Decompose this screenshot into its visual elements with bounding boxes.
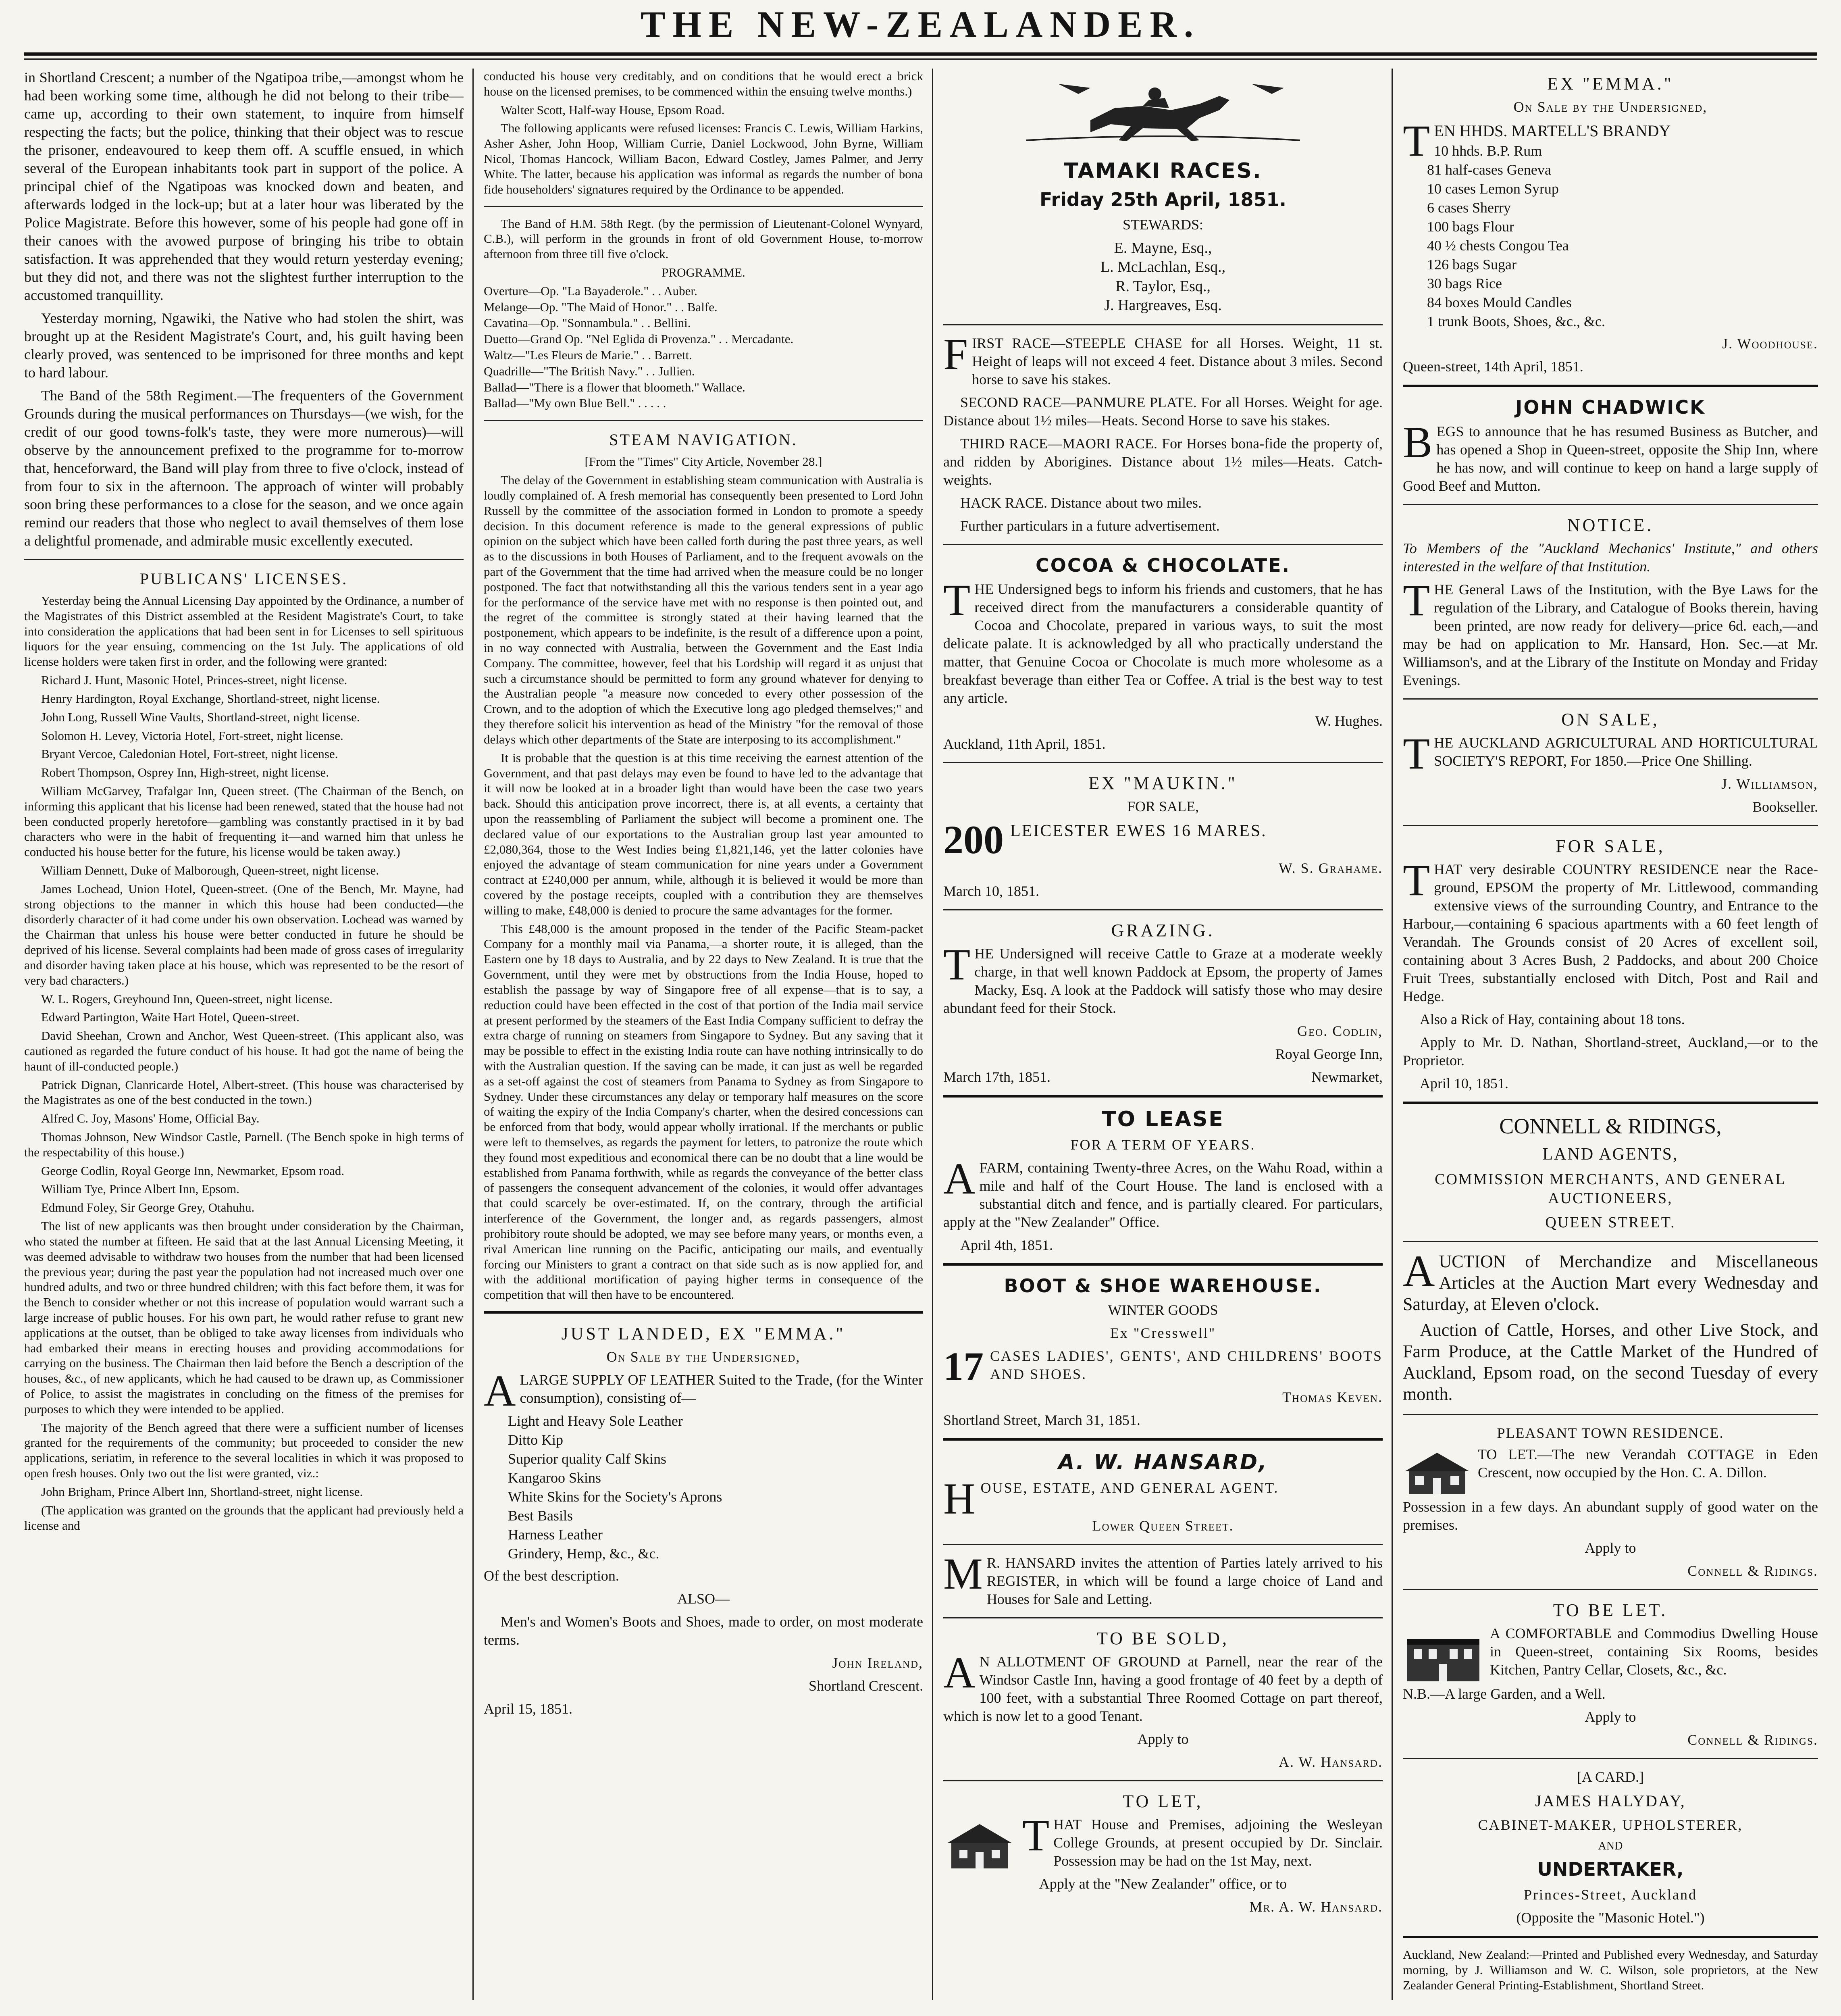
news-intro [24, 69, 464, 550]
list-item: Ballad—"There is a flower that bloometh." Wallace. [484, 380, 745, 394]
section-rule [1403, 1589, 1818, 1590]
section-rule [1403, 698, 1818, 700]
stewards-list [943, 239, 1383, 315]
goods-list [1403, 116, 1818, 331]
advert-heading: TO BE SOLD, [1097, 1628, 1229, 1648]
advert-subheading: COMMISSION MERCHANTS, AND GENERAL AUCTIONEERS, [1435, 1170, 1786, 1207]
section-rule [484, 1311, 923, 1314]
list-item: Kangaroo Skins [508, 1469, 601, 1486]
column-2 [484, 69, 923, 2000]
card-name: JAMES HALYDAY, [1535, 1791, 1686, 1810]
cases-description: CASES LADIES', GENTS', AND CHILDRENS' BOOTS AND SHOES. [990, 1347, 1383, 1382]
emma-advert [1403, 73, 1818, 376]
advert-text: N.B.—A large Garden, and a Well. [1403, 1685, 1606, 1702]
advert-heading: TO LEASE [1102, 1107, 1224, 1131]
section-rule [484, 420, 923, 421]
advert-text: ALSO— [677, 1590, 730, 1607]
column-divider [1392, 69, 1393, 2000]
list-item: Cavatina—Op. "Sonnambula." . . Bellini. [484, 316, 691, 330]
paragraph: Richard J. Hunt, Masonic Hotel, Princes-street, night license. [41, 673, 347, 687]
advert-text: THE AUCKLAND AGRICULTURAL AND HORTICULTURAL SOCIETY'S REPORT, For 1850.—Price One Shilling. [1403, 729, 1818, 778]
column-divider [932, 69, 933, 2000]
let-advert [943, 1790, 1383, 1916]
advert-text [943, 817, 1383, 862]
house-illustration [943, 1818, 1016, 1870]
paragraph: FIRST RACE—STEEPLE CHASE for all Horses. Weight, 11 st. Height of leaps will not exceed 4 feet. Distance about 3 miles. Second horse to save his stakes. [943, 329, 1383, 387]
advert-subheading: QUEEN STREET. [1545, 1214, 1676, 1231]
list-item: J. Hargreaves, Esq. [1104, 297, 1222, 314]
advert-heading: NOTICE. [1567, 515, 1654, 535]
list-item: Waltz—"Les Fleurs de Marie." . . Barrett. [484, 348, 692, 362]
advert-signature: Shortland Crescent. [809, 1677, 923, 1694]
section-rule [943, 909, 1383, 910]
advert-text: Possession in a few days. An abundant supply of good water on the premises. [1403, 1498, 1818, 1533]
advert-text: Also a Rick of Hay, containing about 18 tons. [1420, 1011, 1685, 1027]
paragraph: William Tye, Prince Albert Inn, Epsom. [41, 1182, 239, 1196]
races-title: TAMAKI RACES. [1064, 159, 1262, 183]
section-rule [943, 1438, 1383, 1441]
advert-heading: CONNELL & RIDINGS, [1499, 1114, 1722, 1138]
advert-signature: W. S. Grahame. [1278, 860, 1383, 876]
list-item: 100 bags Flour [1427, 219, 1514, 235]
paragraph: W. L. Rogers, Greyhound Inn, Queen-street, night license. [41, 991, 333, 1006]
advert-place: Newmarket, [1311, 1069, 1383, 1085]
paragraph: Walter Scott, Half-way House, Epsom Road. [501, 102, 725, 117]
advert-heading: JUST LANDED, EX "EMMA." [561, 1323, 846, 1343]
advert-signature: Royal George Inn, [1275, 1046, 1383, 1062]
paragraph: John Long, Russell Wine Vaults, Shortland-street, night license. [41, 710, 360, 724]
list-item: Melange—Op. "The Maid of Honor." . . Balfe. [484, 300, 718, 314]
onsale-advert [1403, 708, 1818, 816]
paragraph: William Dennett, Duke of Malborough, Queen-street, night license. [41, 863, 379, 877]
column-divider [472, 69, 474, 2000]
advert-text: THAT very desirable COUNTRY RESIDENCE near the Race-ground, EPSOM the property of Mr. Littlewood, commanding extensive views of the surrounding Country, and Entrance to the Harbour,—containing 6 spacious apartments with a 60 feet length of Verandah. The Grounds consist of 20 Acres of excellent soil, containing about 3 Acres Bush, 2 Paddocks, and about 200 Choice Fruit Trees, substantially enclosed with Ditch, Post and Rail and Hedge. [1403, 855, 1818, 1004]
advert-text: THE Undersigned begs to inform his friends and customers, that he has received direct from the manufacturers a considerable quantity of Cocoa and Chocolate, prepared in various ways, to suit the most delicate palate. It is acknowledged by all who practically understand the matter, that Genuine Cocoa or Chocolate is much more wholesome as a breakfast beverage than either Tea or Coffee. A trial is the best way to test any article. [943, 575, 1383, 706]
masthead-rule-thin [24, 58, 1817, 60]
advert-heading: TO BE LET. [1553, 1600, 1668, 1620]
advert-subheading: FOR A TERM OF YEARS. [1070, 1137, 1256, 1153]
section-rule [943, 1095, 1383, 1098]
advert-heading: PLEASANT TOWN RESIDENCE. [1497, 1425, 1724, 1441]
ewes-description: LEICESTER EWES 16 MARES. [1010, 822, 1267, 840]
section-rule [24, 559, 464, 560]
advert-date-row [943, 1068, 1383, 1086]
section-rule [484, 206, 923, 207]
paragraph: Solomon H. Levey, Victoria Hotel, Fort-street, night license. [41, 728, 343, 743]
advert-date: April 4th, 1851. [960, 1237, 1053, 1253]
licenses-article [24, 593, 464, 1533]
lease-advert [943, 1106, 1383, 1254]
list-item: Harness Leather [508, 1526, 603, 1543]
list-item: L. McLachlan, Esq., [1100, 258, 1226, 275]
advert-heading: FOR SALE, [1556, 836, 1665, 856]
list-item: Best Basils [508, 1507, 573, 1524]
paragraph: The delay of the Government in establishing steam communication with Australia is loudly complained of. A fresh memorial has consequently been presented to Lord John Russell by the committee of the association formed in London to promote a speedy decision. In this document reference is made to the general expressions of public opinion on the subject which have been called forth during the past three years, as well as to the discussions in both Houses of Parliament, and to the frequent avowals on the part of the Government that the time had arrived when the measure could be no longer postponed. The fact that notwithstanding all this the various tenders sent in a year ago for the performance of the service have met with no response is then pointed out, and the regret of the committee is strongly stated at their having learned that the postponement, which appears to be indefinite, is the result of a difference upon a point, in no way connected with Australia, between the Government and the East India Company. The committee, however, feel that his Lordship will regard it as unjust that such a circumstance should be permitted to form any ground whatever for denying to the Australian people "a measure now conceded to every other possession of the Crown, and to the adoption of which the Executive long ago pledged themselves;" and they therefore solicit his intervention as head of the Ministry "for the removal of those delays which other departments of the State are interposing to its accomplishment." [484, 473, 923, 746]
paragraph: The list of new applicants was then brought under consideration by the Chairman, who stated the number at fifteen. He said that at the last Annual Licensing Meeting, it was deemed advisable to withdraw two houses from the number that had been licensed the previous year; during the past year the population had not increased much over one hundred adults, and two or three hundred children; with this fact before them, it was for the Bench to consider whether or not this increase of population would warrant such a large increase of public houses. For his own part, he would rather refuse to grant new applications at the outset, than be obliged to take away licenses from individuals who had embarked their means in erecting houses and providing accommodations for carrying on the business. The Chairman then laid before the Bench a description of the houses, &c., of new applicants, which he had caused to be drawn up, as Commissioner of Police, to assist the magistrates in concluding on the fitness of the premises for purposes to which they were intended to be applied. [24, 1219, 464, 1416]
section-rule [1403, 385, 1818, 387]
advert-subheading: HOUSE, ESTATE, AND GENERAL AGENT. [943, 1474, 1279, 1523]
advert-text: Apply to [1585, 1708, 1636, 1725]
paragraph: William McGarvey, Trafalgar Inn, Queen street. (The Chairman of the Bench, on informing this applicant that his license had been renewed, stated that the house had not been conducted properly heretofore—gambling was constantly practised in it by bad characters who were in the habit of frequenting it—and warned him that unless he conducted his house better for the future, his license would be taken away.) [24, 783, 464, 859]
list-item: TEN HHDS. MARTELL'S BRANDY [1403, 116, 1671, 165]
advert-text: THE Undersigned will receive Cattle to Graze at a moderate weekly charge, in that well known Paddock at Epsom, the property of James Macky, Esq. A look at the Paddock will satisfy those who may desire abundant feed for their Stock. [943, 940, 1383, 1016]
paragraph: conducted his house very creditably, and on conditions that he would erect a brick house on the licensed premises, to be commenced within the ensuing twelve months.) [484, 69, 923, 98]
section-rule [1403, 1414, 1818, 1415]
tobelet-advert [1403, 1599, 1818, 1749]
cases-count: 17 [943, 1343, 984, 1389]
advert-text: Men's and Women's Boots and Shoes, made to order, on most moderate terms. [484, 1613, 923, 1648]
article-source: [From the "Times" City Article, November 28.] [585, 454, 822, 469]
list-item: 84 boxes Mould Candles [1427, 294, 1572, 310]
section-rule [1403, 1936, 1818, 1938]
programme-list [484, 283, 923, 411]
card-address: Princes-Street, Auckland [1524, 1887, 1697, 1903]
forsale-advert [1403, 835, 1818, 1093]
list-item: Light and Heavy Sole Leather [508, 1412, 683, 1429]
chadwick-advert [1403, 396, 1818, 495]
advert-heading: EX "EMMA." [1547, 74, 1674, 94]
sold-advert [943, 1627, 1383, 1771]
section-rule [1403, 504, 1818, 505]
card-label: [A CARD.] [1577, 1768, 1644, 1785]
paragraph: Henry Hardington, Royal Exchange, Shortland-street, night license. [41, 691, 380, 706]
paragraph: Thomas Johnson, New Windsor Castle, Parnell. (The Bench spoke in high terms of the respectability of this house.) [24, 1130, 464, 1159]
paragraph: Yesterday morning, Ngawiki, the Native who had stolen the shirt, was brought up at the Resident Magistrate's Court, and, his guilt having been clearly proved, was sentenced to be imprisoned for three months and kept to hard labour. [24, 310, 464, 381]
ewes-count: 200 [943, 817, 1004, 862]
advert-text: THAT House and Premises, adjoining the Wesleyan College Grounds, at present occupied by Dr. Sinclair. Possession may be had on the 1st May, next. [1022, 1810, 1383, 1869]
advert-signature: John Ireland, [832, 1654, 923, 1671]
advert-subheading: WINTER GOODS [1108, 1302, 1218, 1318]
paragraph: (The application was granted on the grounds that the applicant had previously held a license and [24, 1503, 464, 1533]
advert-signature: Thomas Keven. [1282, 1389, 1383, 1405]
notice-advert [1403, 514, 1818, 689]
paragraph: Edmund Foley, Sir George Grey, Otahuhu. [41, 1200, 255, 1215]
races-date: Friday 25th April, 1851. [1040, 189, 1286, 210]
advert-text: AN ALLOTMENT OF GROUND at Parnell, near the rear of the Windsor Castle Inn, having a good frontage of 40 feet by a depth of 100 feet, with a substantial Three Roomed Cottage on part thereof, which is now let to a good Tenant. [943, 1647, 1383, 1724]
advert-subheading: Ex "Cresswell" [1110, 1325, 1216, 1341]
list-item: Ditto Kip [508, 1431, 564, 1448]
paragraph: Alfred C. Joy, Masons' Home, Official Bay. [41, 1111, 260, 1126]
cocoa-advert [943, 554, 1383, 754]
list-item: 30 bags Rice [1427, 275, 1502, 292]
paragraph: John Brigham, Prince Albert Inn, Shortland-street, night license. [41, 1484, 363, 1499]
advert-signature: Mr. A. W. Hansard. [1249, 1898, 1383, 1915]
advert-date: April 15, 1851. [484, 1700, 572, 1717]
advert-date: March 10, 1851. [943, 883, 1039, 899]
advert-date: March 17th, 1851. [943, 1069, 1051, 1085]
card-address: (Opposite the "Masonic Hotel.") [1516, 1910, 1705, 1926]
dwelling-illustration [1403, 1627, 1483, 1683]
paragraph: Edward Partington, Waite Hart Hotel, Queen-street. [41, 1010, 300, 1025]
advert-text: AUCTION of Merchandize and Miscellaneous Articles at the Auction Mart every Wednesday and Saturday, at Eleven o'clock. [1403, 1246, 1818, 1314]
licenses-heading: PUBLICANS' LICENSES. [139, 570, 348, 588]
section-rule [943, 324, 1383, 325]
advert-text: Of the best description. [484, 1567, 619, 1584]
paragraph: Further particulars in a future advertisement. [960, 517, 1220, 534]
advert-text [943, 1343, 1383, 1389]
connell-advert [1403, 1113, 1818, 1405]
column-3 [943, 69, 1383, 2000]
advert-text: Apply to Mr. D. Nathan, Shortland-street, Auckland,—or to the Proprietor. [1403, 1034, 1818, 1068]
advert-signature: Connell & Ridings. [1687, 1731, 1818, 1748]
list-item: 81 half-cases Geneva [1427, 162, 1551, 178]
section-rule [943, 544, 1383, 545]
advert-heading: EX "MAUKIN." [1088, 773, 1238, 793]
paragraph: The majority of the Bench agreed that there were a sufficient number of licenses granted for the requirements of the community; but proceeded to consider the new applications, seriatim, in reference to the several localities in which it was proposed to open fresh houses. Only two out the list were granted, viz.: [24, 1420, 464, 1481]
card-advert [1403, 1768, 1818, 1927]
list-item: Quadrille—"The British Navy." . . Jullien. [484, 364, 695, 378]
column-1 [24, 69, 464, 2000]
boot-advert [943, 1275, 1383, 1429]
steam-article [484, 454, 923, 1302]
list-item: 10 cases Lemon Syrup [1427, 181, 1559, 197]
card-trade: UNDERTAKER, [1537, 1858, 1684, 1880]
programme-label: PROGRAMME. [662, 265, 745, 279]
section-rule [943, 762, 1383, 763]
steam-heading: STEAM NAVIGATION. [609, 431, 798, 449]
paragraph: THIRD RACE—MAORI RACE. For Horses bona-fide the property of, and ridden by Aborigines. Distance about 1½ miles—Heats. Catch-weights. [943, 435, 1383, 488]
paragraph: HACK RACE. Distance about two miles. [960, 494, 1202, 511]
advert-text: THE General Laws of the Institution, with the Bye Laws for the regulation of the Library, and Catalogue of Books therein, having been printed, are now ready for delivery—price 6d. each,—and may be had on application to Mr. Hansard, Hon. Sec.—at Mr. Williamson's, and at the Library of the Institute on Monday and Friday Evenings. [1403, 575, 1818, 688]
newspaper-title: THE NEW-ZEALANDER. [641, 4, 1200, 45]
advert-heading: COCOA & CHOCOLATE. [1035, 554, 1291, 576]
advert-text: Apply at the "New Zealander" office, or to [1039, 1875, 1287, 1892]
section-rule [943, 1617, 1383, 1618]
paragraph: This £48,000 is the amount proposed in the tender of the Pacific Steam-packet Company for a monthly mail via Panama,—a shorter route, it is alleged, than the Eastern one by 18 days to Australia, and by 22 days to New Zealand. It is true that the Government, until they were met by obstructions from the India House, hoped to establish the passage by way of Singapore free of all expense—that is to say, a reduction could have been effected in the cost of that portion of the India mail service at present performed by the steamers of the East India Company sufficient to defray the extra charge of running on steamers from Singapore to Sydney. But any saving that it may be possible to effect in the existing India route can have nothing intrinsically to do with the Australian question. If the saving can be made, it can just as well be regarded as a set-off against the cost of steamers from Panama to Sydney as from Singapore to Sydney. Under these circumstances any delay or temporary half measures on the score of waiting the expiry of the India Company's charter, when the desired concessions can be enforced from that body, would appear wholly irrational. If the merchants or public were left to themselves, as regards the payment for letters, to patronize the route which they found most expeditious and economical there can be no doubt that a line would be established from Panama forthwith, while as regards the conveyance of the better class of passengers the consequent advancement of the colonies, it would offer advantages that could scarcely be over-estimated. If, on the contrary, through the artificial interference of the Government, the longer and, as regards passengers, almost prohibitory route should be adopted, we may see before many years, or months even, a rival American line running on the Pacific, anticipating our mails, and eventually forcing our Ministers to grant a contract on that side such as is now applied for, and with the additional mortification of paying higher terms in consequence of the competition that will then have to be encountered. [484, 921, 923, 1302]
advert-signature: W. Hughes. [1315, 713, 1383, 729]
advert-text: Apply to [1137, 1731, 1189, 1747]
paragraph: James Lochead, Union Hotel, Queen-street. (One of the Bench, Mr. Mayne, had strong objections to the manner in which this house had been conducted—the disorderly character of it had come under his own observation. Lochead was warned by the Chairman that unless his house were better conducted in future he should be deprived of his license. Several complaints had been made of gross cases of irregularity and disorder having taken place at his house, which was represented to be the resort of very bad characters.) [24, 881, 464, 987]
advert-address: Lower Queen Street. [1092, 1517, 1234, 1534]
advert-text: MR. HANSARD invites the attention of Parties lately arrived to his REGISTER, in which will be found a large choice of Land and Houses for Sale and Letting. [943, 1549, 1383, 1607]
leather-list [484, 1412, 923, 1563]
section-rule [943, 1263, 1383, 1266]
printer-imprint: Auckland, New Zealand:—Printed and Published every Wednesday, and Saturday morning, by J. Williamson and W. C. Wilson, sole proprietors, at the New Zealander General Printing-Establishment, Shortland Street. [1403, 1947, 1818, 1992]
licenses-continued [484, 69, 923, 197]
masthead [0, 0, 1841, 52]
paragraph: It is probable that the question is at this time receiving the earnest attention of the Government, and that past delays may even be found to have led to the advantage that it will now be looked at in a broader light than would have been the case two years back. Should this anticipation prove incorrect, there is, at all events, a certainty that upon the reassembling of Parliament the subject will become a prominent one. The declared value of our exportations to the Australian group last year amounted to £2,080,364, those to the West Indies being £1,821,146, yet the latter colonies have enjoyed the advantage of steam communication for nine years under a Government contract at £240,000 per annum, while, although it is believed it would be more than covered by the postage receipts, coupled with a contribution they are themselves willing to make, £48,000 is denied to procure the same advantages for the former. [484, 750, 923, 917]
section-rule [943, 1780, 1383, 1781]
section-rule [1403, 1102, 1818, 1104]
advert-date: Shortland Street, March 31, 1851. [943, 1412, 1140, 1428]
card-and: AND [1598, 1839, 1623, 1852]
advert-signature: J. Woodhouse. [1722, 335, 1818, 352]
advert-text: A COMFORTABLE and Commodius Dwelling House in Queen-street, containing Six Rooms, besides Kitchen, Pantry Cellar, Closets, &c., &c. [1490, 1625, 1818, 1678]
list-item: E. Mayne, Esq., [1114, 239, 1212, 256]
advert-signature: Connell & Ridings. [1687, 1562, 1818, 1579]
section-rule [943, 1544, 1383, 1545]
advert-heading: TO LET, [1123, 1791, 1203, 1811]
grazing-advert [943, 919, 1383, 1086]
section-rule [1403, 1758, 1818, 1759]
list-item: Overture—Op. "La Bayaderole." . . Auber. [484, 283, 697, 298]
column-4 [1403, 69, 1818, 2000]
card-trade: CABINET-MAKER, UPHOLSTERER, [1478, 1816, 1743, 1833]
advert-signature: Geo. Codlin, [1297, 1023, 1383, 1039]
pleasant-advert [1403, 1424, 1818, 1580]
advert-date: Auckland, 11th April, 1851. [943, 736, 1106, 752]
leather-advert [484, 1322, 923, 1718]
paragraph: David Sheehan, Crown and Anchor, West Queen-street. (This applicant also, was cautioned as regarded the future conduct of his house. It had got the name of being the haunt of ill-conducted people.) [24, 1029, 464, 1073]
advert-subheading: On Sale by the Undersigned, [1513, 99, 1708, 115]
advert-subheading: FOR SALE, [1127, 798, 1199, 814]
advert-date: Queen-street, 14th April, 1851. [1403, 358, 1583, 375]
paragraph: Yesterday being the Annual Licensing Day appointed by the Ordinance, a number of the Magistrates of this District assembled at the Resident Magistrate's Court, to take into consideration the applications that had been sent in for Licenses to sell spirituous liquors for the year ensuing, commencing on the 1st July. The applications of old license holders were taken first in order, and the following were granted: [24, 594, 464, 669]
hansard-advert [943, 1450, 1383, 1608]
advert-heading: BOOT & SHOE WAREHOUSE. [1004, 1275, 1322, 1297]
advert-subheading: LAND AGENTS, [1542, 1145, 1679, 1164]
advert-text: ALARGE SUPPLY OF LEATHER Suited to the Trade, (for the Winter consumption), consisting of— [484, 1366, 923, 1415]
cottage-illustration [1403, 1448, 1471, 1496]
list-item: Superior quality Calf Skins [508, 1450, 666, 1467]
advert-subheading: On Sale by the Undersigned, [606, 1348, 801, 1365]
advert-subheading: To Members of the "Auckland Mechanics' Institute," and others interested in the welfare of that Institution. [1403, 540, 1818, 575]
paragraph: Robert Thompson, Osprey Inn, High-street, night license. [41, 765, 329, 780]
list-item: Duetto—Grand Op. "Nel Eglida di Provenza." . . Mercadante. [484, 332, 794, 346]
paragraph: Patrick Dignan, Clanricarde Hotel, Albert-street. (This house was characterised by the Magistrates as one of the best conducted in the town.) [24, 1077, 464, 1107]
list-item: Ballad—"My own Blue Bell." . . . . . [484, 396, 666, 410]
stewards-label: STEWARDS: [1122, 216, 1204, 233]
advert-text: BEGS to announce that he has resumed Business as Butcher, and has opened a Shop in Queen-street, opposite the Ship Inn, where he has now, and will continue to keep on hand a large supply of Good Beef and Mutton. [1403, 417, 1818, 494]
list-item: Grindery, Hemp, &c., &c. [508, 1545, 659, 1562]
list-item: 40 ½ chests Congou Tea [1427, 237, 1569, 254]
section-rule [1403, 1241, 1818, 1242]
advert-heading: A. W. HANSARD, [1058, 1450, 1268, 1475]
list-item: White Skins for the Society's Aprons [508, 1488, 722, 1505]
paragraph: in Shortland Crescent; a number of the Ngatipoa tribe,—amongst whom he had been working some time, although he did not belong to their tribe—came up, according to their own statement, to inquire from himself respecting the facts; but the police, thinking that their object was to rescue the prisoner, endeavoured to keep them off. A scuffle ensued, in which several of the European inhabitants took part in support of the police. A principal chief of the Ngatipoas was knocked down and beaten, and afterwards lodged in the lock-up; but at a later hour was liberated by the Police Magistrate. Before this however, some of his people had gone off in their canoes with the avowed purpose of bringing his tribe to obtain satisfaction. It was apprehended that they would return yesterday evening; but they did not, and there was not the slightest further interruption to the accustomed tranquillity. [24, 69, 464, 303]
advert-signature: A. W. Hansard. [1279, 1754, 1383, 1770]
paragraph: The following applicants were refused licenses: Francis C. Lewis, William Harkins, Asher Asher, John Hoop, William Currie, Daniel Lockwood, John Byrne, William Nicol, Thomas Hancock, William Bacon, Edward Costley, James Palmer, and Jerry White. The latter, because his application was informal as regards the number of bona fide householders' signatures required by the Ordinance to be appended. [484, 121, 923, 196]
advert-date: April 10, 1851. [1420, 1075, 1508, 1091]
horse-race-illustration [1010, 72, 1316, 152]
list-item: 6 cases Sherry [1427, 200, 1511, 216]
advert-text: Apply to [1585, 1539, 1636, 1556]
advert-text: Auction of Cattle, Horses, and other Live Stock, and Farm Produce, at the Cattle Market of the Hundred of Auckland, Epsom road, on the second Tuesday of every month. [1403, 1320, 1818, 1404]
list-item: 126 bags Sugar [1427, 256, 1516, 273]
paragraph: The Band of the 58th Regiment.—The frequenters of the Government Grounds during the musical performances on Thursdays—(we wish, for the credit of our good towns-folk's taste, they were more numerous)—will observe by the announcement prefixed to the programme for to-morrow that, henceforward, the Band will play from three to five o'clock, instead of from four to six in the afternoon. The approach of winter will probably soon bring these performances to a close for the season, and we once again remind our readers that those who neglect to avail themselves of them lose a delightful promenade, and admirable music excellently executed. [24, 387, 464, 549]
section-rule [1403, 825, 1818, 826]
advert-heading: ON SALE, [1561, 709, 1660, 729]
paragraph: Bryant Vercoe, Caledonian Hotel, Fort-street, night license. [41, 747, 338, 761]
masthead-rule [24, 52, 1817, 56]
advert-text: AFARM, containing Twenty-three Acres, on the Wahu Road, within a mile and half of the Court House. The land is enclosed with a substantial ditch and fence, and is partially cleared. For particulars, apply at the "New Zealander" Office. [943, 1154, 1383, 1230]
paragraph: SECOND RACE—PANMURE PLATE. For all Horses. Weight for age. Distance about 1½ miles—Heats. Second Horse to save his stakes. [943, 394, 1383, 429]
paragraph: George Codlin, Royal George Inn, Newmarket, Epsom road. [41, 1163, 345, 1178]
advert-signature: J. Williamson, [1721, 775, 1818, 792]
list-item: 10 hhds. B.P. Rum [1434, 143, 1542, 159]
list-item: R. Taylor, Esq., [1115, 277, 1211, 295]
list-item: 1 trunk Boots, Shoes, &c., &c. [1427, 313, 1605, 329]
races-advert [943, 72, 1383, 535]
advert-text: TO LET.—The new Verandah COTTAGE in Eden Crescent, now occupied by the Hon. C. A. Dillon. [1478, 1446, 1818, 1481]
maukin-advert [943, 772, 1383, 900]
advert-heading: GRAZING. [1111, 921, 1215, 940]
advert-signature: Bookseller. [1752, 798, 1818, 815]
paragraph: The Band of H.M. 58th Regt. (by the permission of Lieutenant-Colonel Wynyard, C.B.), will perform in the grounds in front of old Government House, to-morrow afternoon from three till five o'clock. [484, 216, 923, 261]
band-programme [484, 216, 923, 411]
advert-heading: JOHN CHADWICK [1515, 396, 1706, 418]
